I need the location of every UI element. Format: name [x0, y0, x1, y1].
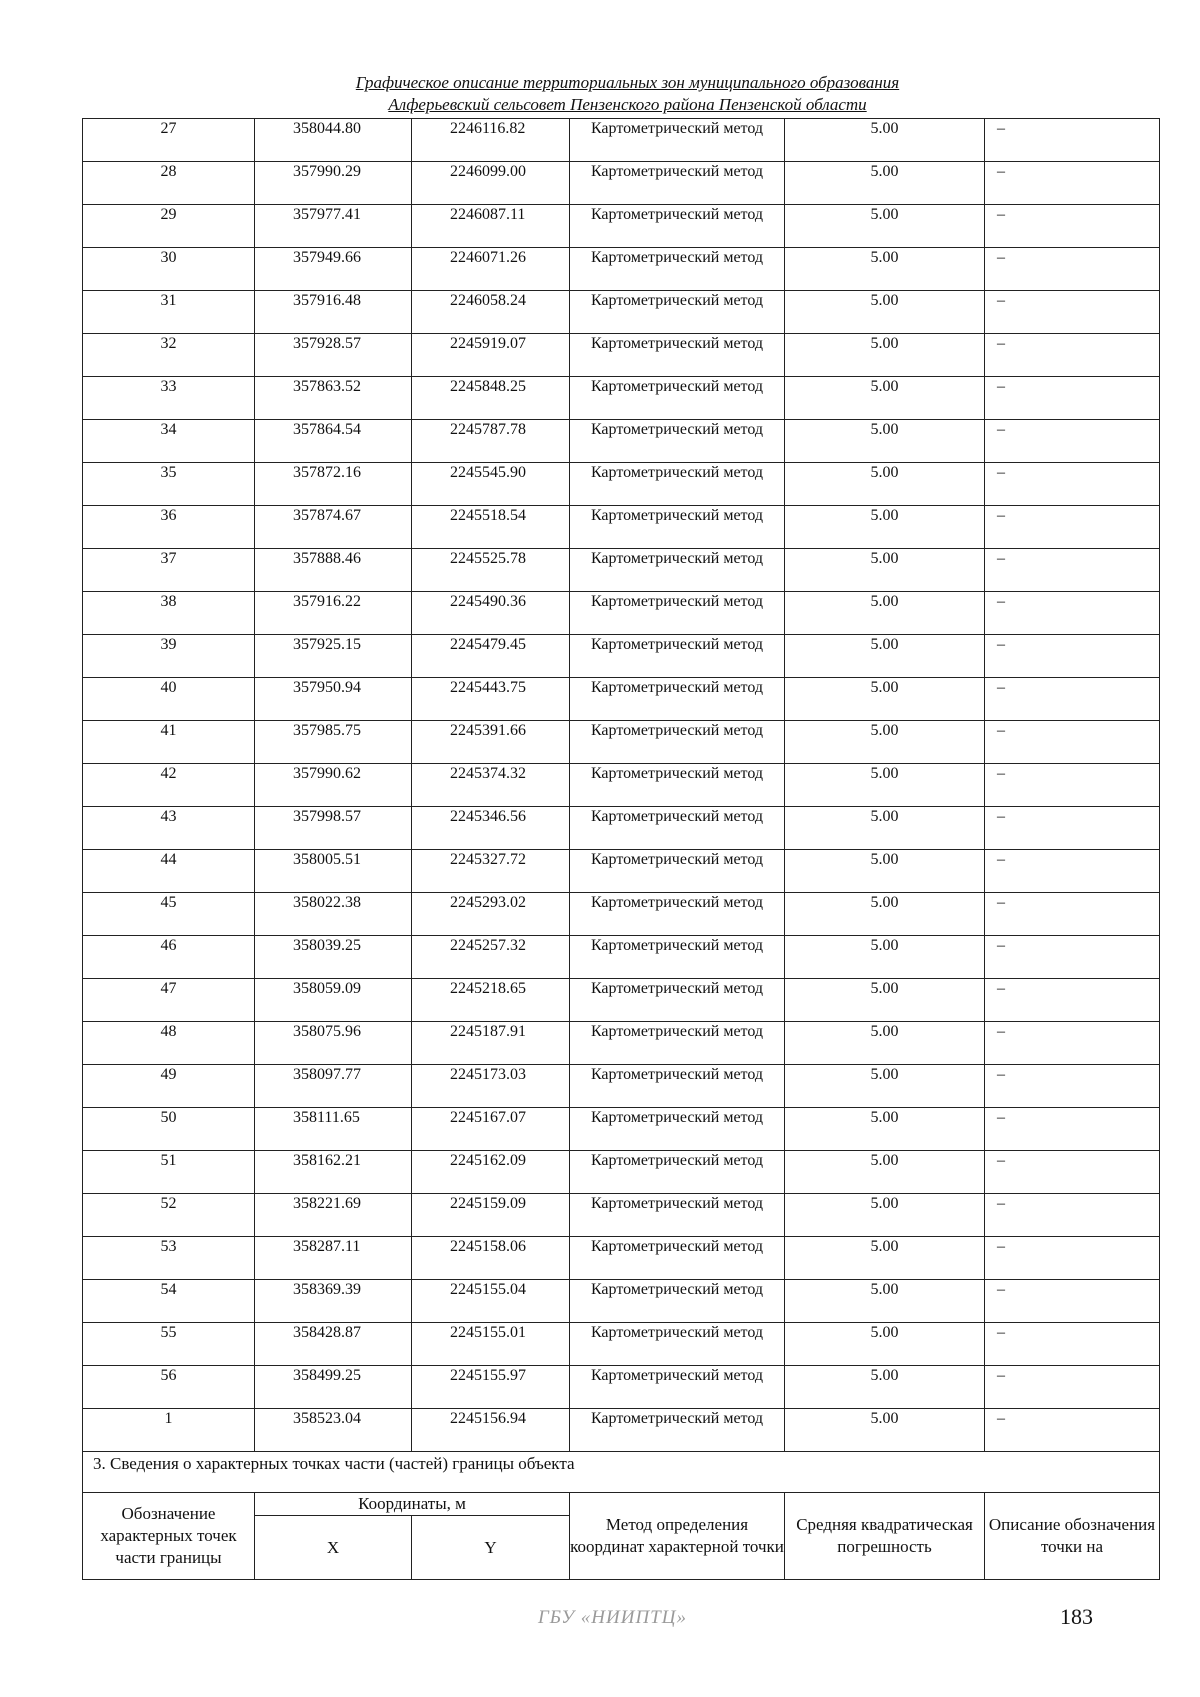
cell-point-number: 30	[83, 248, 255, 291]
cell-method: Картометрический метод	[570, 1151, 785, 1194]
section-header-row-1	[83, 1493, 1160, 1516]
cell-coord-x: 358059.09	[255, 979, 412, 1022]
header-error: Средняя квадратическая погрешность	[785, 1493, 985, 1580]
cell-error: 5.00	[785, 1237, 985, 1280]
page-number: 183	[1060, 1604, 1093, 1629]
cell-coord-y: 2245443.75	[412, 678, 570, 721]
table-row	[83, 463, 1160, 506]
cell-description: –	[985, 1323, 1160, 1366]
cell-error: 5.00	[785, 764, 985, 807]
section-3	[83, 1452, 1160, 1580]
cell-point-number: 28	[83, 162, 255, 205]
cell-method: Картометрический метод	[570, 1280, 785, 1323]
cell-coord-y: 2245257.32	[412, 936, 570, 979]
cell-description: –	[985, 1280, 1160, 1323]
table-row	[83, 1194, 1160, 1237]
cell-coord-x: 358523.04	[255, 1409, 412, 1452]
table-row	[83, 807, 1160, 850]
table-body	[83, 119, 1160, 1452]
table-row	[83, 1323, 1160, 1366]
cell-point-number: 52	[83, 1194, 255, 1237]
cell-point-number: 55	[83, 1323, 255, 1366]
cell-method: Картометрический метод	[570, 678, 785, 721]
table-row	[83, 334, 1160, 377]
cell-error: 5.00	[785, 1151, 985, 1194]
table-row	[83, 248, 1160, 291]
table-row	[83, 1409, 1160, 1452]
cell-error: 5.00	[785, 1409, 985, 1452]
table-row	[83, 205, 1160, 248]
cell-coord-x: 357874.67	[255, 506, 412, 549]
table-row	[83, 377, 1160, 420]
cell-coord-y: 2245155.04	[412, 1280, 570, 1323]
cell-method: Картометрический метод	[570, 721, 785, 764]
cell-coord-x: 357985.75	[255, 721, 412, 764]
cell-point-number: 43	[83, 807, 255, 850]
cell-description: –	[985, 162, 1160, 205]
table-row	[83, 1151, 1160, 1194]
cell-error: 5.00	[785, 420, 985, 463]
cell-description: –	[985, 635, 1160, 678]
cell-method: Картометрический метод	[570, 893, 785, 936]
cell-error: 5.00	[785, 1108, 985, 1151]
cell-method: Картометрический метод	[570, 420, 785, 463]
cell-method: Картометрический метод	[570, 807, 785, 850]
cell-coord-y: 2245490.36	[412, 592, 570, 635]
cell-coord-x: 358369.39	[255, 1280, 412, 1323]
table-row	[83, 506, 1160, 549]
cell-coord-x: 358221.69	[255, 1194, 412, 1237]
table-row	[83, 979, 1160, 1022]
header-method: Метод определения координат характерной точки	[570, 1493, 785, 1580]
cell-coord-y: 2245391.66	[412, 721, 570, 764]
cell-error: 5.00	[785, 721, 985, 764]
table-row	[83, 1065, 1160, 1108]
cell-coord-y: 2245162.09	[412, 1151, 570, 1194]
cell-coord-y: 2245848.25	[412, 377, 570, 420]
cell-description: –	[985, 592, 1160, 635]
cell-method: Картометрический метод	[570, 506, 785, 549]
cell-error: 5.00	[785, 334, 985, 377]
cell-error: 5.00	[785, 377, 985, 420]
cell-coord-y: 2245187.91	[412, 1022, 570, 1065]
cell-coord-y: 2245156.94	[412, 1409, 570, 1452]
cell-point-number: 27	[83, 119, 255, 162]
cell-point-number: 29	[83, 205, 255, 248]
table-row	[83, 291, 1160, 334]
cell-point-number: 46	[83, 936, 255, 979]
document-header	[0, 72, 1200, 116]
cell-point-number: 1	[83, 1409, 255, 1452]
header-coords: Координаты, м	[255, 1493, 570, 1516]
coordinates-table	[82, 118, 1160, 1580]
cell-description: –	[985, 807, 1160, 850]
footer-org: ГБУ «НИИПТЦ»	[538, 1607, 687, 1628]
cell-method: Картометрический метод	[570, 334, 785, 377]
header-line-2: Алферьевский сельсовет Пензенского района Пензенской области	[388, 95, 867, 114]
cell-description: –	[985, 764, 1160, 807]
cell-description: –	[985, 1108, 1160, 1151]
cell-error: 5.00	[785, 463, 985, 506]
cell-coord-y: 2245518.54	[412, 506, 570, 549]
cell-description: –	[985, 936, 1160, 979]
cell-method: Картометрический метод	[570, 162, 785, 205]
cell-coord-y: 2245327.72	[412, 850, 570, 893]
cell-method: Картометрический метод	[570, 1065, 785, 1108]
cell-point-number: 48	[83, 1022, 255, 1065]
cell-coord-x: 357888.46	[255, 549, 412, 592]
cell-description: –	[985, 1366, 1160, 1409]
table-row	[83, 162, 1160, 205]
header-y: Y	[412, 1516, 570, 1580]
table-row	[83, 549, 1160, 592]
cell-description: –	[985, 506, 1160, 549]
cell-coord-x: 357925.15	[255, 635, 412, 678]
cell-point-number: 37	[83, 549, 255, 592]
cell-description: –	[985, 1237, 1160, 1280]
table-row	[83, 764, 1160, 807]
cell-coord-x: 358022.38	[255, 893, 412, 936]
cell-point-number: 49	[83, 1065, 255, 1108]
cell-coord-y: 2245155.01	[412, 1323, 570, 1366]
cell-coord-x: 357916.22	[255, 592, 412, 635]
cell-coord-x: 358162.21	[255, 1151, 412, 1194]
cell-coord-x: 357916.48	[255, 291, 412, 334]
cell-coord-x: 357998.57	[255, 807, 412, 850]
cell-coord-y: 2245787.78	[412, 420, 570, 463]
cell-error: 5.00	[785, 635, 985, 678]
cell-coord-x: 357928.57	[255, 334, 412, 377]
cell-error: 5.00	[785, 291, 985, 334]
cell-coord-x: 358499.25	[255, 1366, 412, 1409]
table-row	[83, 420, 1160, 463]
cell-coord-y: 2245293.02	[412, 893, 570, 936]
cell-method: Картометрический метод	[570, 635, 785, 678]
cell-point-number: 36	[83, 506, 255, 549]
header-x: X	[255, 1516, 412, 1580]
cell-method: Картометрический метод	[570, 463, 785, 506]
cell-coord-x: 357863.52	[255, 377, 412, 420]
cell-point-number: 54	[83, 1280, 255, 1323]
cell-description: –	[985, 1194, 1160, 1237]
cell-method: Картометрический метод	[570, 1108, 785, 1151]
cell-error: 5.00	[785, 1022, 985, 1065]
cell-point-number: 51	[83, 1151, 255, 1194]
table-row	[83, 1237, 1160, 1280]
cell-point-number: 42	[83, 764, 255, 807]
cell-coord-y: 2246116.82	[412, 119, 570, 162]
cell-method: Картометрический метод	[570, 119, 785, 162]
cell-method: Картометрический метод	[570, 1237, 785, 1280]
table-row	[83, 635, 1160, 678]
cell-method: Картометрический метод	[570, 1022, 785, 1065]
cell-description: –	[985, 850, 1160, 893]
cell-description: –	[985, 377, 1160, 420]
header-line-1: Графическое описание территориальных зон муниципального образования	[355, 73, 900, 92]
cell-coord-x: 357990.62	[255, 764, 412, 807]
cell-coord-y: 2245159.09	[412, 1194, 570, 1237]
cell-point-number: 34	[83, 420, 255, 463]
cell-point-number: 32	[83, 334, 255, 377]
cell-coord-y: 2246087.11	[412, 205, 570, 248]
cell-error: 5.00	[785, 807, 985, 850]
cell-description: –	[985, 291, 1160, 334]
cell-method: Картометрический метод	[570, 764, 785, 807]
table-row	[83, 1108, 1160, 1151]
cell-point-number: 53	[83, 1237, 255, 1280]
cell-point-number: 47	[83, 979, 255, 1022]
cell-coord-x: 358428.87	[255, 1323, 412, 1366]
cell-coord-y: 2245158.06	[412, 1237, 570, 1280]
cell-error: 5.00	[785, 506, 985, 549]
cell-method: Картометрический метод	[570, 549, 785, 592]
cell-error: 5.00	[785, 1323, 985, 1366]
cell-coord-y: 2245218.65	[412, 979, 570, 1022]
cell-method: Картометрический метод	[570, 248, 785, 291]
cell-description: –	[985, 678, 1160, 721]
cell-coord-y: 2245479.45	[412, 635, 570, 678]
cell-point-number: 39	[83, 635, 255, 678]
cell-point-number: 44	[83, 850, 255, 893]
header-desc: Описание обозначения точки на	[985, 1493, 1160, 1580]
table-row	[83, 592, 1160, 635]
cell-coord-x: 358005.51	[255, 850, 412, 893]
table-row	[83, 936, 1160, 979]
cell-coord-x: 358039.25	[255, 936, 412, 979]
cell-error: 5.00	[785, 1065, 985, 1108]
cell-error: 5.00	[785, 162, 985, 205]
cell-coord-x: 358075.96	[255, 1022, 412, 1065]
cell-description: –	[985, 334, 1160, 377]
table-row	[83, 893, 1160, 936]
cell-coord-x: 358111.65	[255, 1108, 412, 1151]
cell-description: –	[985, 721, 1160, 764]
cell-error: 5.00	[785, 678, 985, 721]
cell-description: –	[985, 1409, 1160, 1452]
table-row	[83, 1022, 1160, 1065]
cell-description: –	[985, 205, 1160, 248]
table-row	[83, 1366, 1160, 1409]
cell-description: –	[985, 979, 1160, 1022]
cell-coord-x: 358097.77	[255, 1065, 412, 1108]
table-row	[83, 721, 1160, 764]
cell-coord-y: 2245346.56	[412, 807, 570, 850]
cell-method: Картометрический метод	[570, 1409, 785, 1452]
cell-coord-x: 357977.41	[255, 205, 412, 248]
cell-error: 5.00	[785, 1280, 985, 1323]
cell-coord-y: 2246099.00	[412, 162, 570, 205]
cell-error: 5.00	[785, 979, 985, 1022]
cell-point-number: 31	[83, 291, 255, 334]
cell-coord-y: 2246071.26	[412, 248, 570, 291]
cell-coord-x: 357949.66	[255, 248, 412, 291]
cell-error: 5.00	[785, 1366, 985, 1409]
cell-method: Картометрический метод	[570, 936, 785, 979]
cell-description: –	[985, 1151, 1160, 1194]
cell-description: –	[985, 893, 1160, 936]
cell-method: Картометрический метод	[570, 377, 785, 420]
cell-point-number: 45	[83, 893, 255, 936]
cell-description: –	[985, 248, 1160, 291]
cell-point-number: 33	[83, 377, 255, 420]
cell-error: 5.00	[785, 893, 985, 936]
cell-description: –	[985, 1022, 1160, 1065]
cell-coord-x: 357864.54	[255, 420, 412, 463]
cell-error: 5.00	[785, 549, 985, 592]
cell-point-number: 35	[83, 463, 255, 506]
cell-coord-y: 2245525.78	[412, 549, 570, 592]
cell-method: Картометрический метод	[570, 592, 785, 635]
cell-error: 5.00	[785, 936, 985, 979]
cell-coord-y: 2245374.32	[412, 764, 570, 807]
table-row	[83, 1280, 1160, 1323]
cell-coord-x: 358287.11	[255, 1237, 412, 1280]
cell-coord-y: 2246058.24	[412, 291, 570, 334]
cell-method: Картометрический метод	[570, 979, 785, 1022]
cell-method: Картометрический метод	[570, 1194, 785, 1237]
cell-error: 5.00	[785, 205, 985, 248]
cell-description: –	[985, 420, 1160, 463]
header-point: Обозначение характерных точек части границы	[83, 1493, 255, 1580]
cell-point-number: 56	[83, 1366, 255, 1409]
cell-point-number: 38	[83, 592, 255, 635]
cell-coord-x: 357872.16	[255, 463, 412, 506]
cell-coord-x: 357990.29	[255, 162, 412, 205]
cell-point-number: 40	[83, 678, 255, 721]
cell-coord-y: 2245155.97	[412, 1366, 570, 1409]
cell-coord-y: 2245545.90	[412, 463, 570, 506]
cell-error: 5.00	[785, 248, 985, 291]
cell-error: 5.00	[785, 119, 985, 162]
cell-point-number: 41	[83, 721, 255, 764]
table-row	[83, 119, 1160, 162]
table-row	[83, 850, 1160, 893]
table-row	[83, 678, 1160, 721]
cell-description: –	[985, 1065, 1160, 1108]
cell-method: Картометрический метод	[570, 850, 785, 893]
cell-method: Картометрический метод	[570, 1323, 785, 1366]
cell-coord-x: 358044.80	[255, 119, 412, 162]
cell-error: 5.00	[785, 850, 985, 893]
cell-error: 5.00	[785, 1194, 985, 1237]
cell-method: Картометрический метод	[570, 205, 785, 248]
cell-coord-y: 2245167.07	[412, 1108, 570, 1151]
cell-coord-y: 2245919.07	[412, 334, 570, 377]
cell-description: –	[985, 463, 1160, 506]
cell-description: –	[985, 119, 1160, 162]
section-title: 3. Сведения о характерных точках части (частей) границы объекта	[83, 1452, 1160, 1493]
cell-coord-y: 2245173.03	[412, 1065, 570, 1108]
cell-error: 5.00	[785, 592, 985, 635]
cell-point-number: 50	[83, 1108, 255, 1151]
cell-coord-x: 357950.94	[255, 678, 412, 721]
cell-method: Картометрический метод	[570, 1366, 785, 1409]
cell-description: –	[985, 549, 1160, 592]
cell-method: Картометрический метод	[570, 291, 785, 334]
section-title-row	[83, 1452, 1160, 1493]
